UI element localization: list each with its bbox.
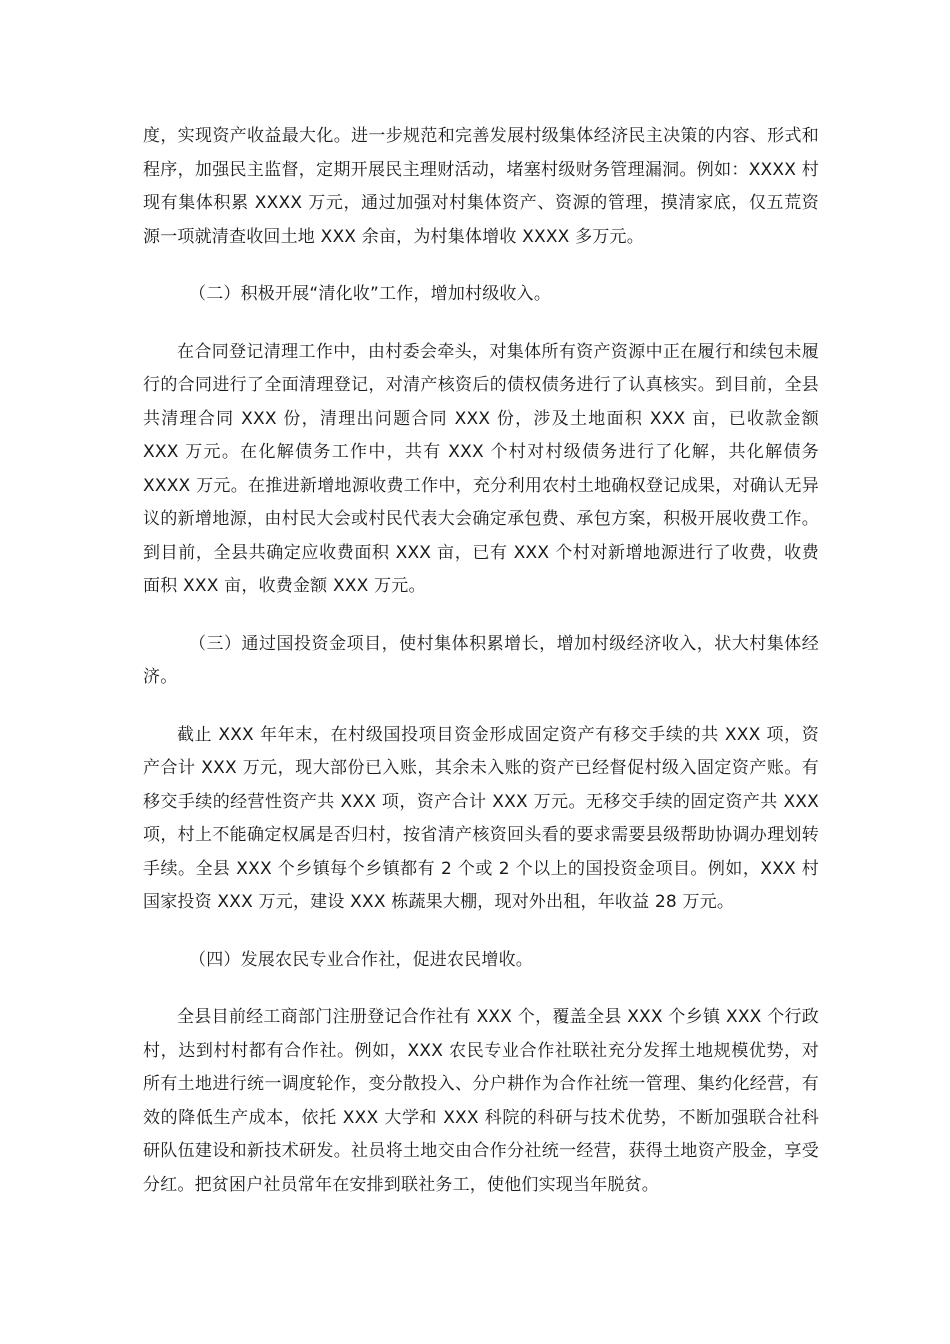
document-body bbox=[143, 120, 819, 1202]
paragraph-gap bbox=[143, 604, 819, 628]
paragraph-contract-cleanup: 在合同登记清理工作中，由村委会牵头，对集体所有资产资源中正在履行和续包未履行的合同进行了全面清理登记，对清产核资后的债权债务进行了认真核实。到目前，全县共清理合同 XXX 份，清理出问题合同 XXX 份，涉及土地面积 XXX 亩，已收款金额 XXX 万元。在化解债务工作中，共有 XXX 个村对村级债务进行了化解，共化解债务 XXXX 万元。在推进新增地源收费工作中，充分利用农村土地确权登记成果，对确认无异议的新增地源，由村民大会或村民代表大会确定承包费、承包方案，积极开展收费工作。到目前，全县共确定应收费面积 XXX 亩，已有 XXX 个村对新增地源进行了收费，收费面积 XXX 亩，收费金额 XXX 万元。 bbox=[143, 341, 819, 596]
paragraph-state-investment: 截止 XXX 年年末，在村级国投项目资金形成固定资产有移交手续的共 XXX 项，资产合计 XXX 万元，现大部份已入账，其余未入账的资产已经督促村级入固定资产账。有移交手续的经营性资产共 XXX 项，资产合计 XXX 万元。无移交手续的固定资产共 XXX 项，村上不能确定权属是否归村，按省清产核资回头看的要求需要县级帮助协调办理划转手续。全县 XXX 个乡镇每个乡镇都有 2 个或 2 个以上的国投资金项目。例如，XXX 村国家投资 XXX 万元，建设 XXX 栋蔬果大棚，现对外出租，年收益 28 万元。 bbox=[143, 724, 819, 912]
paragraph-gap bbox=[143, 695, 819, 719]
paragraph-gap bbox=[143, 312, 819, 336]
paragraph-gap bbox=[143, 920, 819, 944]
paragraph-gap bbox=[143, 254, 819, 278]
section-heading-2: （二）积极开展“清化收”工作，增加村级收入。 bbox=[189, 284, 552, 304]
paragraph-gap bbox=[143, 977, 819, 1001]
section-heading-4: （四）发展农民专业合作社，促进农民增收。 bbox=[189, 949, 533, 970]
paragraph-continued: 度，实现资产收益最大化。进一步规范和完善发展村级集体经济民主决策的内容、形式和程序，加强民主监督，定期开展民主理财活动，堵塞村级财务管理漏洞。例如：XXXX 村现有集体积累 XXXX 万元，通过加强对村集体资产、资源的管理，摸清家底，仅五荒资源一项就清查收回土地 XXX 余亩，为村集体增收 XXXX 多万元。 bbox=[143, 126, 819, 247]
paragraph-cooperatives: 全县目前经工商部门注册登记合作社有 XXX 个，覆盖全县 XXX 个乡镇 XXX 个行政村，达到村村都有合作社。例如，XXX 农民专业合作社联社充分发挥土地规模优势，对所有土地进行统一调度轮作，变分散投入、分户耕作为合作社统一管理、集约化经营，有效的降低生产成本，依托 XXX 大学和 XXX 科院的科研与技术优势，不断加强联合社科研队伍建设和新技术研发。社员将土地交由合作分社统一经营，获得土地资产股金，享受分红。把贫困户社员常年在安排到联社务工，使他们实现当年脱贫。 bbox=[143, 1007, 819, 1195]
section-heading-3: （三）通过国投资金项目，使村集体积累增长，增加村级经济收入，状大村集体经济。 bbox=[143, 633, 819, 687]
